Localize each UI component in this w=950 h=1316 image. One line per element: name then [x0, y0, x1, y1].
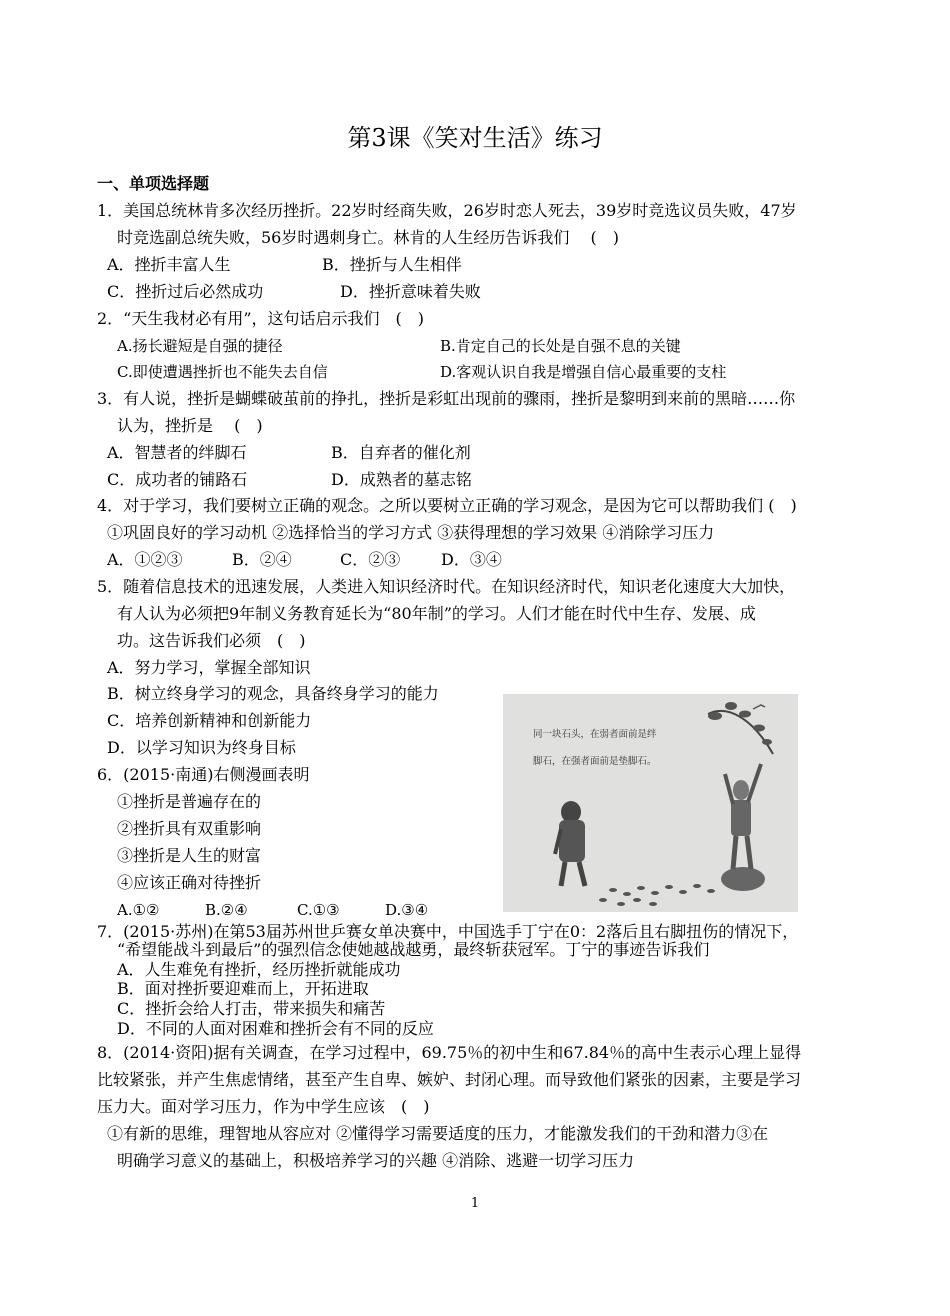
q4-line2: ①巩固良好的学习动机 ②选择恰当的学习方式 ③获得理想的学习效果 ④消除学习压力	[107, 523, 715, 542]
q5-line1: 5．随着信息技术的迅速发展，人类进入知识经济时代。在知识经济时代，知识老化速度大大加快，	[97, 577, 796, 596]
q6-option-b: B.②④	[205, 901, 248, 919]
q6-statement-4: ④应该正确对待挫折	[117, 873, 262, 892]
q6-statement-3: ③挫折是人生的财富	[117, 846, 262, 865]
q1-option-c: C．挫折过后必然成功	[107, 282, 264, 301]
q2-option-b: B.肯定自己的长处是自强不息的关键	[440, 337, 681, 355]
q2-line1: 2．“天生我材必有用”，这句话启示我们 ( )	[97, 309, 425, 328]
page-title: 第3课《笑对生活》练习	[347, 124, 603, 152]
q2-option-d: D.客观认识自我是增强自信心最重要的支柱	[440, 363, 727, 381]
q3-option-c: C．成功者的铺路石	[107, 470, 248, 489]
q5-option-d: D．以学习知识为终身目标	[107, 738, 296, 757]
q3-option-a: A．智慧者的绊脚石	[107, 443, 247, 462]
q8-line5: 明确学习意义的基础上，积极培养学习的兴趣 ④消除、逃避一切学习压力	[117, 1151, 635, 1170]
q4-option-b: B．②④	[232, 550, 292, 569]
cartoon-drawing	[503, 694, 798, 912]
q5-line3: 功。这告诉我们必须 ( )	[117, 631, 306, 650]
q1-line1: 1．美国总统林肯多次经历挫折。22岁时经商失败，26岁时恋人死去，39岁时竞选议员失败，47岁	[97, 201, 797, 220]
cartoon-image	[503, 694, 798, 912]
q5-option-a: A．努力学习，掌握全部知识	[107, 658, 311, 677]
q1-option-a: A．挫折丰富人生	[107, 255, 231, 274]
q4-line1: 4．对于学习，我们要树立正确的观念。之所以要树立正确的学习观念，是因为它可以帮助我们 ( )	[97, 496, 797, 515]
q8-line4: ①有新的思维，理智地从容应对 ②懂得学习需要适度的压力，才能激发我们的干劲和潜力③在	[107, 1124, 769, 1143]
q6-option-a: A.①②	[117, 901, 160, 919]
q8-line3: 压力大。面对学习压力，作为中学生应该 ( )	[97, 1097, 430, 1116]
q2-option-a: A.扬长避短是自强的捷径	[117, 337, 283, 355]
q3-option-d: D．成熟者的墓志铭	[331, 470, 472, 489]
page-number: 1	[470, 1196, 480, 1211]
q7-option-c: C．挫折会给人打击，带来损失和痛苦	[117, 999, 386, 1018]
q6-line1: 6．(2015·南通)右侧漫画表明	[97, 765, 310, 784]
q4-option-a: A．①②③	[107, 550, 183, 569]
q6-option-c: C.①③	[297, 901, 340, 919]
q1-option-b: B．挫折与人生相伴	[322, 255, 462, 274]
q7-line1: 7．(2015·苏州)在第53届苏州世乒赛女单决赛中，中国选手丁宁在0：2落后且右脚扭伤的情况下，	[97, 922, 799, 941]
q7-line2: “希望能战斗到最后”的强烈信念使她越战越勇，最终斩获冠军。丁宁的事迹告诉我们	[117, 940, 710, 959]
q7-option-b: B．面对挫折要迎难而上，开拓进取	[117, 979, 369, 998]
q3-line2: 认为，挫折是 ( )	[117, 416, 263, 435]
q8-line2: 比较紧张，并产生焦虑情绪，甚至产生自卑、嫉妒、封闭心理。而导致他们紧张的因素，主要是学习	[97, 1070, 802, 1089]
cartoon-caption-2: 脚石，在强者面前是垫脚石。	[533, 756, 657, 767]
q6-statement-2: ②挫折具有双重影响	[117, 819, 262, 838]
q7-option-a: A．人生难免有挫折，经历挫折就能成功	[117, 960, 401, 979]
q5-option-b: B．树立终身学习的观念，具备终身学习的能力	[107, 684, 439, 703]
cartoon-caption-1: 同一块石头，在弱者面前是绊	[533, 729, 657, 740]
q3-option-b: B．自弃者的催化剂	[331, 443, 471, 462]
q7-option-d: D．不同的人面对困难和挫折会有不同的反应	[117, 1019, 434, 1038]
q1-option-d: D．挫折意味着失败	[340, 282, 481, 301]
q5-line2: 有人认为必须把9年制义务教育延长为“80年制”的学习。人们才能在时代中生存、发展、成	[117, 604, 756, 623]
q3-line1: 3．有人说，挫折是蝴蝶破茧前的挣扎，挫折是彩虹出现前的骤雨，挫折是黎明到来前的黑暗……你	[97, 389, 796, 408]
q2-option-c: C.即使遭遇挫折也不能失去自信	[117, 363, 328, 381]
q4-option-d: D．③④	[441, 550, 502, 569]
q4-option-c: C．②③	[340, 550, 401, 569]
q1-line2: 时竞选副总统失败，56岁时遇刺身亡。林肯的人生经历告诉我们 ( )	[117, 228, 619, 247]
q6-option-d: D.③④	[385, 901, 429, 919]
q5-option-c: C．培养创新精神和创新能力	[107, 711, 312, 730]
q8-line1: 8．(2014·资阳)据有关调查，在学习过程中，69.75％的初中生和67.84％的高中生表示心理上显得	[97, 1043, 802, 1062]
section-heading: 一、单项选择题	[97, 174, 210, 193]
q6-statement-1: ①挫折是普遍存在的	[117, 792, 262, 811]
